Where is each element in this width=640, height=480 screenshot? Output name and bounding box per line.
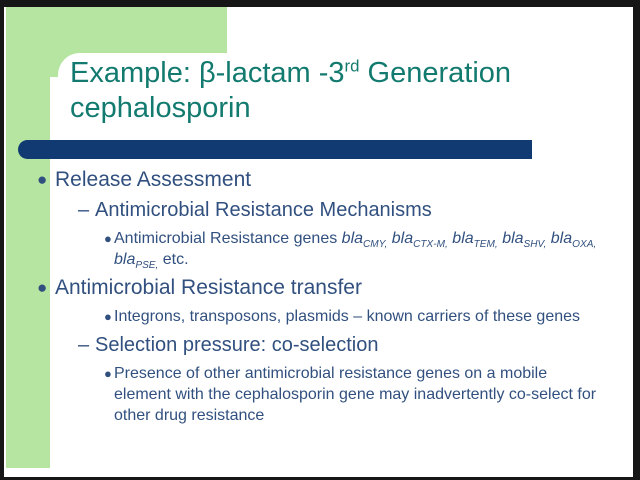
ordinal-superscript: rd [344, 56, 360, 76]
bullet-text: Integrons, transposons, plasmids – known carriers of these genes [114, 308, 581, 325]
bullet-dot-marker: ● [37, 278, 48, 297]
bullet-text: Antimicrobial Resistance genes bla$_{CMY,}$ bla$_{CTX-M,}$ bla$_{TEM,}$ bla$_{SHV,}$ bla$_{OXA,}$ bla$_{PSE,}$ etc. [114, 230, 597, 272]
slide-canvas [4, 7, 633, 477]
bullet-dot-marker: ● [37, 170, 48, 189]
bullet-text: Antimicrobial Resistance transfer [55, 276, 362, 299]
bullet-list [4, 168, 616, 432]
bullet-item-level3 [4, 228, 616, 270]
bullet-text: Release Assessment [55, 168, 252, 191]
slide-title [70, 56, 610, 126]
bullet-dot-marker: ● [104, 231, 112, 246]
navy-divider-bar [18, 140, 532, 159]
bullet-item-level2 [4, 333, 616, 357]
dash-marker: – [78, 334, 90, 356]
bullet-dot-marker: ● [104, 366, 112, 381]
bullet-text: Presence of other antimicrobial resistance genes on a mobile element with the cephalosporin gene may inadvertently co-select for other drug resistance [114, 365, 597, 424]
slide-title-line1: Example: β-lactam -3rd Generation [70, 56, 512, 89]
bullet-item-level3 [4, 306, 616, 327]
bullet-item-level1 [4, 276, 616, 300]
dash-marker: – [78, 199, 90, 221]
bullet-item-level3 [4, 363, 616, 426]
slide-title-line2: cephalosporin [70, 92, 251, 124]
bullet-item-level1 [4, 168, 616, 192]
bullet-item-level2 [4, 198, 616, 222]
bullet-text: Selection pressure: co-selection [95, 334, 379, 356]
bullet-text: Antimicrobial Resistance Mechanisms [95, 199, 432, 221]
bullet-dot-marker: ● [104, 309, 112, 324]
